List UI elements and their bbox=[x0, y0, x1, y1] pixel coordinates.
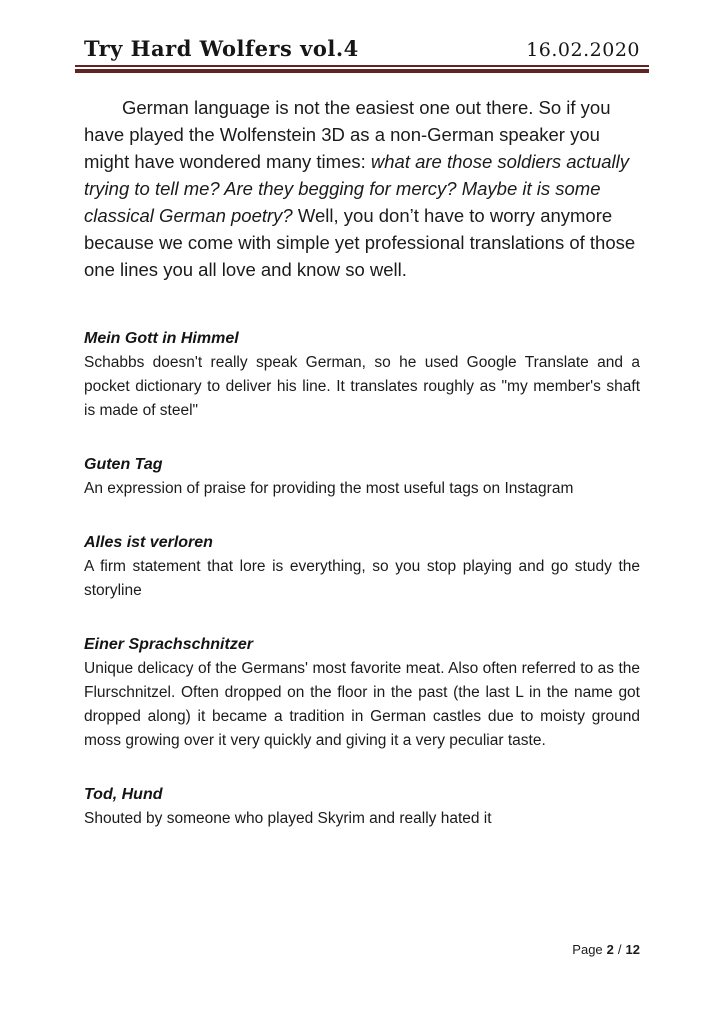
intro-paragraph bbox=[84, 94, 640, 283]
header-rule-thick-line bbox=[75, 69, 649, 73]
footer-total-pages: 12 bbox=[625, 942, 640, 957]
entry-term: Guten Tag bbox=[84, 456, 163, 473]
glossary-entry bbox=[84, 531, 640, 603]
entry-definition: A firm statement that lore is everything, so you stop playing and go study the storyline bbox=[84, 558, 640, 599]
document-content bbox=[84, 0, 640, 831]
intro-segment-normal: German language is not the easiest one out there. So if you have played the Wolfenstein 3D as a non-German speaker you might have wondered many times: bbox=[84, 97, 611, 172]
entry-definition: Schabbs doesn't really speak German, so he used Google Translate and a pocket dictionary to deliver his line. It translates roughly as "my member's shaft is made of steel" bbox=[84, 354, 640, 419]
intro-segment-normal: Well, you don’t have to worry anymore because we come with simple yet professional translations of those one lines you all love and know so well. bbox=[84, 205, 636, 280]
entry-definition: Shouted by someone who played Skyrim and really hated it bbox=[84, 810, 492, 827]
footer-current-page: 2 bbox=[606, 942, 614, 957]
entry-term: Einer Sprachschnitzer bbox=[84, 636, 253, 653]
document-title: Try Hard Wolfers vol.4 bbox=[84, 36, 359, 61]
glossary-entry bbox=[84, 633, 640, 753]
glossary-entry bbox=[84, 453, 640, 501]
entry-term: Alles ist verloren bbox=[84, 534, 213, 551]
document-date: 16.02.2020 bbox=[526, 39, 640, 61]
entry-definition: An expression of praise for providing the most useful tags on Instagram bbox=[84, 480, 574, 497]
footer-separator: / bbox=[617, 942, 622, 957]
glossary-entry bbox=[84, 783, 640, 831]
intro-segment-italic: what are those soldiers actually trying to tell me? Are they begging for mercy? Maybe it is some classical German poetry? bbox=[84, 151, 629, 226]
page-footer bbox=[572, 942, 640, 957]
glossary-entry bbox=[84, 327, 640, 423]
header-rule bbox=[75, 65, 649, 73]
footer-page-label: Page bbox=[572, 942, 603, 957]
document-header bbox=[84, 0, 640, 61]
entry-term: Tod, Hund bbox=[84, 786, 163, 803]
entry-term: Mein Gott in Himmel bbox=[84, 330, 239, 347]
entry-definition: Unique delicacy of the Germans' most favorite meat. Also often referred to as the Flurschnitzel. Often dropped on the floor in the past (the last L in the name got dropped along) it became a tradition in German castles due to moisty ground moss growing over it very quickly and giving it a very peculiar taste. bbox=[84, 660, 640, 749]
